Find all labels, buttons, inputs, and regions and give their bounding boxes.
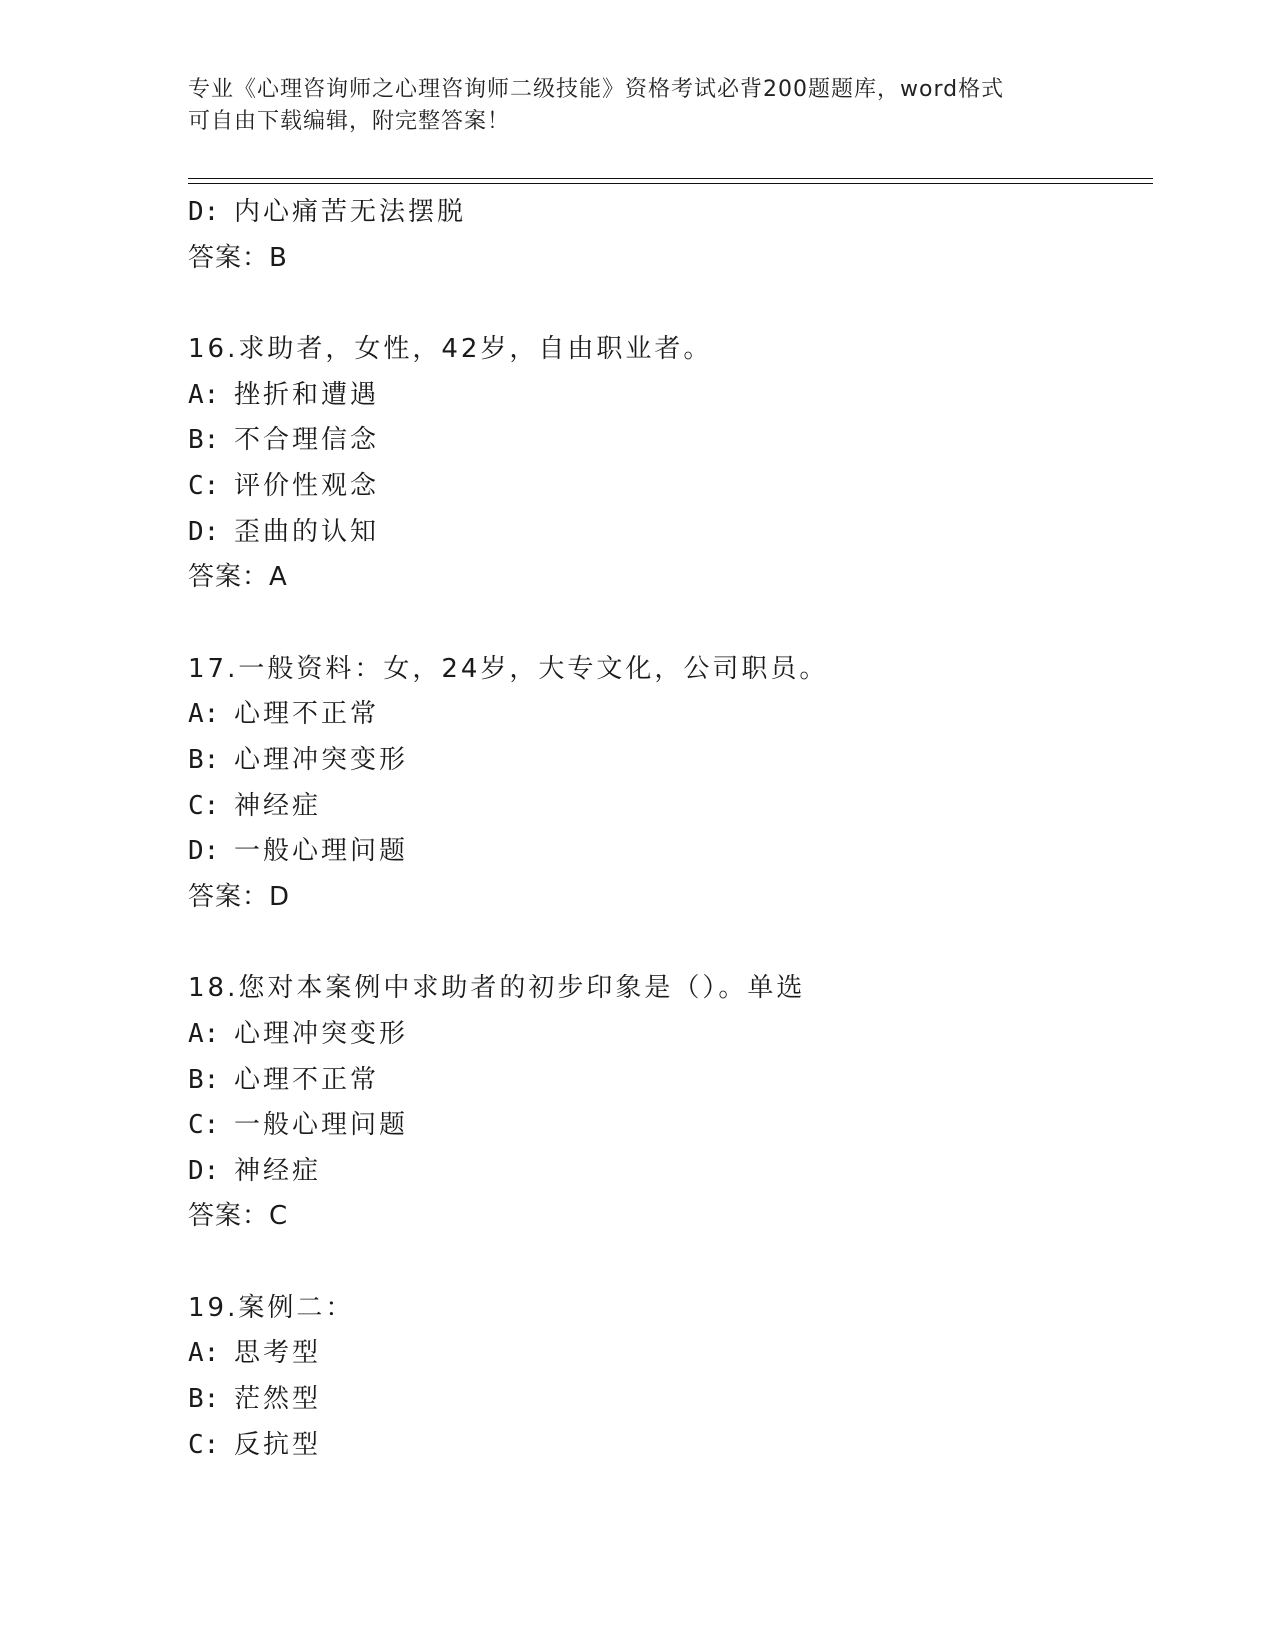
answer-line: 答案：A bbox=[188, 562, 288, 593]
option-label: B: bbox=[188, 1384, 220, 1415]
header-title-line-2: 可自由下载编辑，附完整答案！ bbox=[188, 109, 511, 134]
question-block-continued bbox=[188, 190, 1148, 281]
option-row bbox=[188, 692, 1148, 738]
option-label: D: bbox=[188, 1155, 220, 1186]
question-stem: 18.您对本案例中求助者的初步印象是（）。单选 bbox=[188, 973, 806, 1004]
document-header bbox=[188, 74, 1088, 138]
option-text: 内心痛苦无法摆脱 bbox=[234, 197, 467, 227]
option-text: 反抗型 bbox=[234, 1429, 322, 1460]
spacer bbox=[188, 1240, 1148, 1286]
question-stem: 19.案例二： bbox=[188, 1292, 355, 1323]
option-label: B: bbox=[188, 1064, 220, 1095]
option-text: 一般心理问题 bbox=[234, 1110, 409, 1141]
question-stem: 17.一般资料：女，24岁，大专文化，公司职员。 bbox=[188, 653, 829, 684]
option-row bbox=[188, 829, 1148, 875]
option-label: D: bbox=[188, 197, 220, 227]
option-row bbox=[188, 1423, 1148, 1469]
option-text: 挫折和遭遇 bbox=[234, 379, 380, 410]
option-row bbox=[188, 784, 1148, 830]
question-block-19 bbox=[188, 1286, 1148, 1468]
option-text: 歪曲的认知 bbox=[234, 516, 380, 547]
header-rule-bottom bbox=[188, 183, 1153, 184]
option-text: 心理冲突变形 bbox=[234, 744, 409, 775]
option-row bbox=[188, 510, 1148, 556]
answer-line: 答案：D bbox=[188, 881, 291, 912]
question-content bbox=[188, 190, 1148, 1468]
option-label: C: bbox=[188, 470, 220, 501]
option-text: 茫然型 bbox=[234, 1384, 322, 1415]
option-row bbox=[188, 464, 1148, 510]
option-label: A: bbox=[188, 379, 220, 410]
option-label: A: bbox=[188, 1338, 220, 1369]
option-text: 心理冲突变形 bbox=[234, 1018, 409, 1049]
option-text: 心理不正常 bbox=[234, 699, 380, 730]
question-stem: 16.求助者，女性，42岁，自由职业者。 bbox=[188, 334, 713, 365]
option-row bbox=[188, 738, 1148, 784]
option-row bbox=[188, 1058, 1148, 1104]
option-row bbox=[188, 1149, 1148, 1195]
option-label: A: bbox=[188, 1018, 220, 1049]
option-row bbox=[188, 373, 1148, 419]
option-row bbox=[188, 1012, 1148, 1058]
option-label: A: bbox=[188, 699, 220, 730]
option-text: 神经症 bbox=[234, 1155, 322, 1186]
question-block-18 bbox=[188, 966, 1148, 1240]
option-label: D: bbox=[188, 836, 220, 867]
option-row bbox=[188, 418, 1148, 464]
answer-line: 答案：C bbox=[188, 1201, 289, 1232]
header-rule-top bbox=[188, 178, 1153, 179]
question-block-16 bbox=[188, 327, 1148, 601]
option-label: B: bbox=[188, 425, 220, 456]
option-text: 评价性观念 bbox=[234, 470, 380, 501]
option-text: 一般心理问题 bbox=[234, 836, 409, 867]
option-text: 不合理信念 bbox=[234, 425, 380, 456]
option-row bbox=[188, 190, 1148, 236]
spacer bbox=[188, 281, 1148, 327]
option-text: 心理不正常 bbox=[234, 1064, 380, 1095]
header-title-line-1: 专业《心理咨询师之心理咨询师二级技能》资格考试必背200题题库，word格式 bbox=[188, 77, 1005, 102]
spacer bbox=[188, 920, 1148, 966]
option-text: 神经症 bbox=[234, 790, 322, 821]
option-label: C: bbox=[188, 1429, 220, 1460]
option-label: B: bbox=[188, 744, 220, 775]
option-label: C: bbox=[188, 790, 220, 821]
spacer bbox=[188, 601, 1148, 647]
option-row bbox=[188, 1331, 1148, 1377]
option-text: 思考型 bbox=[234, 1338, 322, 1369]
option-label: D: bbox=[188, 516, 220, 547]
option-row bbox=[188, 1377, 1148, 1423]
option-row bbox=[188, 1103, 1148, 1149]
answer-line: 答案：B bbox=[188, 242, 288, 273]
option-label: C: bbox=[188, 1110, 220, 1141]
question-block-17 bbox=[188, 647, 1148, 921]
